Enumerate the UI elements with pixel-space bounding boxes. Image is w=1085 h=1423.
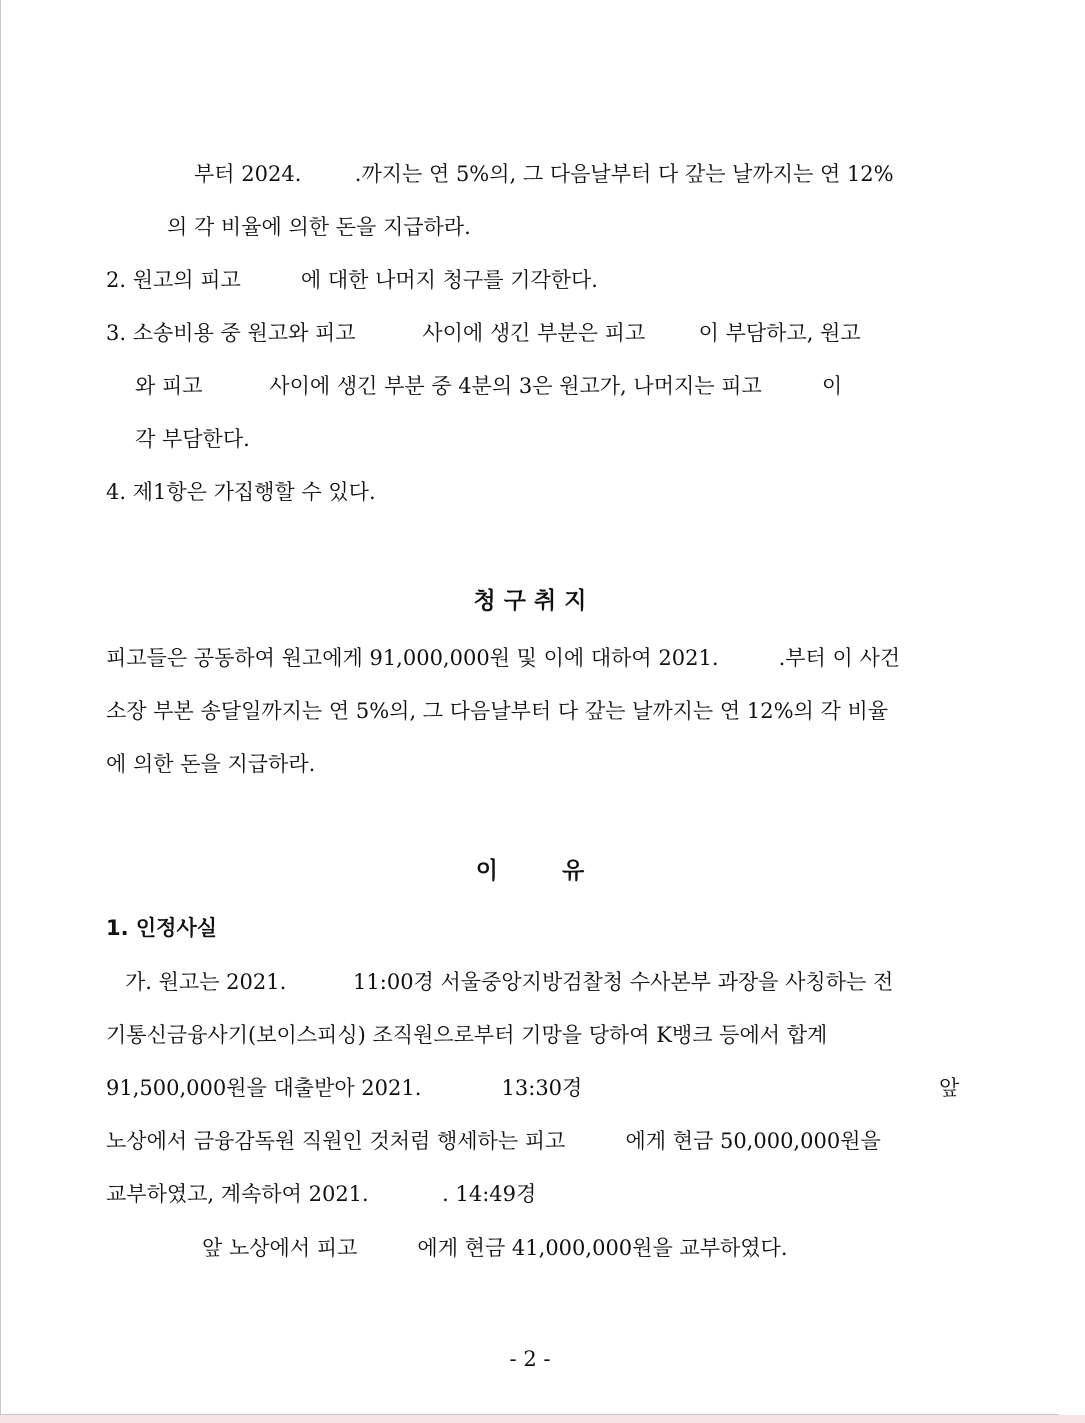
claim-line-3: 에 의한 돈을 지급하라.	[106, 752, 316, 776]
viewer-margin	[1059, 0, 1085, 1415]
facts-line-2: 기통신금융사기(보이스피싱) 조직원으로부터 기망을 당하여 K뱅크 등에서 합계	[106, 1023, 828, 1047]
page-separator	[0, 1415, 1085, 1423]
facts-line-6: 앞 노상에서 피고 에게 현금 41,000,000원을 교부하였다.	[202, 1236, 788, 1260]
judgment-item-2: 2. 원고의 피고 에 대한 나머지 청구를 기각한다.	[106, 268, 598, 292]
judgment-item-3-line-2: 와 피고 사이에 생긴 부분 중 4분의 3은 원고가, 나머지는 피고 이	[135, 374, 843, 398]
claim-line-1: 피고들은 공동하여 원고에게 91,000,000원 및 이에 대하여 2021. .부터 이 사건	[106, 646, 901, 670]
judgment-line-1	[194, 160, 960, 188]
facts-line-1: 가. 원고는 2021. 11:00경 서울중앙지방검찰청 수사본부 과장을 사칭하는 전	[125, 970, 894, 994]
facts-subheading: 1. 인정사실	[106, 916, 218, 940]
facts-line-5: 교부하였고, 계속하여 2021. . 14:49경	[106, 1182, 537, 1206]
judgment-line-1-text: 부터 2024. .까지는 연 5%의, 그 다음날부터 다 갚는 날까지는 연 12%	[194, 162, 894, 186]
facts-line-3-end: 앞	[939, 1076, 960, 1100]
claim-line-2: 소장 부본 송달일까지는 연 5%의, 그 다음날부터 다 갚는 날까지는 연 12%의 각 비율	[106, 699, 889, 723]
reasons-heading: 이 유	[475, 858, 585, 884]
judgment-item-3-line-3: 각 부담한다.	[135, 427, 250, 451]
judgment-item-4: 4. 제1항은 가집행할 수 있다.	[106, 480, 376, 504]
judgment-line-2: 의 각 비율에 의한 돈을 지급하라.	[167, 215, 471, 239]
facts-line-4: 노상에서 금융감독원 직원인 것처럼 행세하는 피고 에게 현금 50,000,000원을	[106, 1129, 881, 1153]
judgment-item-3-line-1: 3. 소송비용 중 원고와 피고 사이에 생긴 부분은 피고 이 부담하고, 원고	[106, 321, 861, 345]
page-number: - 2 -	[509, 1347, 551, 1371]
claim-heading: 청 구 취 지	[473, 588, 587, 614]
facts-line-3: 91,500,000원을 대출받아 2021. 13:30경	[106, 1076, 583, 1100]
